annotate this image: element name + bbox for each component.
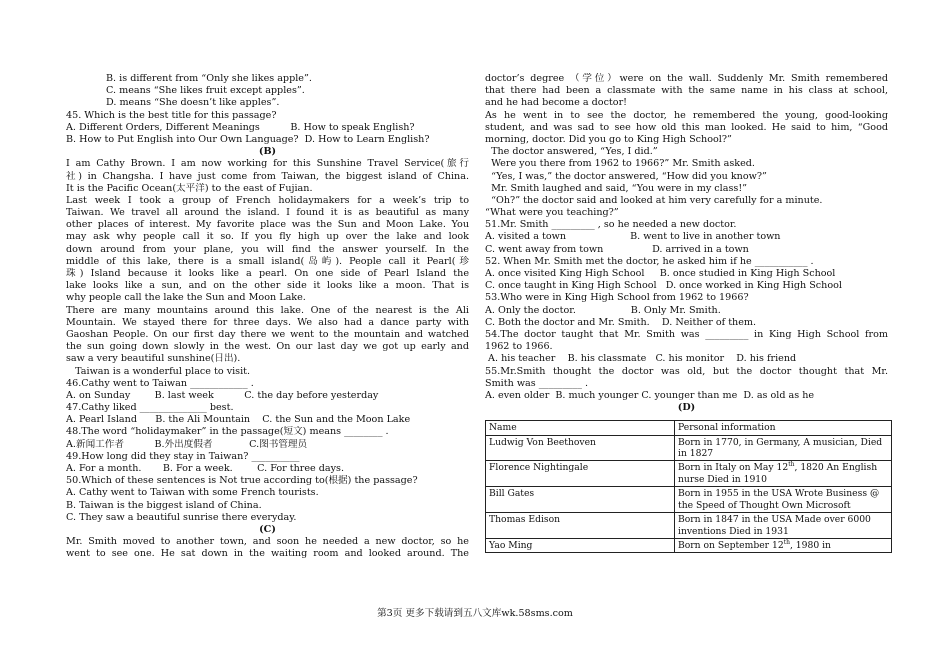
right-text-line: A. his teacher B. his classmate C. his monitor D. his friend xyxy=(485,353,797,365)
table-cell-info: Personal information xyxy=(675,421,892,435)
table-cell-name: Name xyxy=(486,421,675,435)
table-cell-name: Thomas Edison xyxy=(486,513,675,539)
left-text-line: There are many mountains around this lake. One of the nearest is the Ali xyxy=(66,304,469,316)
right-text-line: Were you there from 1962 to 1966?” Mr. Smith asked. xyxy=(485,158,755,170)
table-header-row xyxy=(486,421,892,435)
left-text-line: B. Taiwan is the biggest island of China. xyxy=(66,499,262,511)
left-text-line: Gaoshan People. On our first day there we went to the mountain and watched xyxy=(66,328,469,340)
right-text-line: 52. When Mr. Smith met the doctor, he asked him if he ___________ . xyxy=(485,255,814,267)
left-text-line: down around from your plane, you will find the answer yourself. In the xyxy=(66,243,469,255)
table-row xyxy=(486,513,892,539)
left-text-line: A. For a month. B. For a week. C. For three days. xyxy=(66,463,345,474)
right-text-line: A. once visited King High School B. once studied in King High School xyxy=(485,268,836,279)
left-text-line: lake looks like a sun, and on the other side it looks like a moon. That is xyxy=(66,280,469,292)
table-cell-name: Yao Ming xyxy=(486,538,675,552)
right-text-line: 51.Mr. Smith _________ , so he needed a new doctor. xyxy=(485,219,737,231)
table-cell-info: Born in Italy on May 12th, 1820 An English nurse Died in 1910 xyxy=(675,461,892,487)
right-text-line: Mr. Smith laughed and said, “You were in my class!” xyxy=(485,182,748,194)
left-text-line: A.新闻工作者 B.外出度假者 C.图书管理员 xyxy=(66,438,308,450)
table-cell-name: Ludwig Von Beethoven xyxy=(486,435,675,461)
personal-info-table xyxy=(485,420,892,553)
table-cell-info: Born in 1770, in Germany, A musician, Died in 1827 xyxy=(675,435,892,461)
right-text-line: and he had become a doctor! xyxy=(485,97,628,109)
left-text-line: (C) xyxy=(259,523,276,535)
table-cell-info: Born on September 12th, 1980 in xyxy=(675,538,892,552)
right-text-line: (D) xyxy=(677,402,696,414)
left-text-line: Mountain. We stayed there for three days. We also had a dance party with xyxy=(66,316,469,328)
left-text-line: why people call the lake the Sun and Moon Lake. xyxy=(66,292,306,304)
left-text-line: C. They saw a beautiful sunrise there everyday. xyxy=(66,511,297,523)
right-text-line: student, and was sad to see how old this man looked. He said to him, “Good xyxy=(485,121,888,133)
left-text-line: B. is different from “Only she likes apple”. xyxy=(106,73,312,84)
left-text-line: C. means “She likes fruit except apples”. xyxy=(106,85,305,97)
page-footer: 第3页 更多下载请到五八文库wk.58sms.com xyxy=(377,608,573,619)
right-text-line: 54.The doctor taught that Mr. Smith was _________ in King High School from xyxy=(485,328,888,340)
left-text-line: It is the Pacific Ocean(太平洋) to the east of Fujian. xyxy=(66,182,313,194)
table-row xyxy=(486,487,892,513)
left-text-line: A. on Sunday B. last week C. the day before yesterday xyxy=(66,389,379,401)
right-text-line: A. Only the doctor. B. Only Mr. Smith. xyxy=(485,304,721,316)
table-row xyxy=(486,461,892,487)
table-row xyxy=(486,538,892,552)
table-cell-info: Born in 1847 in the USA Made over 6000 inventions Died in 1931 xyxy=(675,513,892,539)
right-text-line: morning, doctor. Did you go to King High School?” xyxy=(485,133,732,145)
left-text-line: I am Cathy Brown. I am now working for this Sunshine Travel Service(旅行 xyxy=(66,158,469,170)
right-text-line: “What were you teaching?” xyxy=(485,207,619,219)
left-text-line: Taiwan is a wonderful place to visit. xyxy=(66,365,251,377)
left-text-line: 46.Cathy went to Taiwan ____________ . xyxy=(66,377,254,389)
right-text-line: “Oh?” the doctor said and looked at him very carefully for a minute. xyxy=(485,194,823,206)
table-cell-name: Florence Nightingale xyxy=(486,461,675,487)
left-text-line: Mr. Smith moved to another town, and soon he needed a new doctor, so he xyxy=(66,536,469,548)
right-text-line: A. visited a town B. went to live in another town xyxy=(485,231,781,243)
right-text-line: Smith was _________ . xyxy=(485,377,588,389)
right-text-line: A. even older B. much younger C. younger than me D. as old as he xyxy=(485,389,815,401)
left-text-line: B. How to Put English into Our Own Language? D. How to Learn English? xyxy=(66,133,430,145)
right-text-line: C. went away from town D. arrived in a town xyxy=(485,243,749,255)
left-text-line: Last week I took a group of French holidaymakers for a week’s trip to xyxy=(66,194,469,206)
left-text-line: saw a very beautiful sunshine(日出). xyxy=(66,353,241,365)
left-column xyxy=(66,73,469,561)
left-text-line: middle of this lake, there is a small island(岛屿). People call it Pearl(珍 xyxy=(66,255,469,267)
right-text-line: C. once taught in King High School D. once worked in King High School xyxy=(485,280,842,292)
table-cell-name: Bill Gates xyxy=(486,487,675,513)
right-text-line: 1962 to 1966. xyxy=(485,341,553,353)
table-row xyxy=(486,435,892,461)
right-text-line: The doctor answered, “Yes, I did.” xyxy=(485,146,658,158)
left-text-line: A. Cathy went to Taiwan with some French tourists. xyxy=(66,487,319,499)
right-column xyxy=(485,73,888,553)
right-text-line: “Yes, I was,” the doctor answered, “How did you know?” xyxy=(485,170,767,182)
left-text-line: 45. Which is the best title for this passage? xyxy=(66,109,277,121)
left-text-line: Taiwan. We travel all around the island. I found it is as beautiful as many xyxy=(66,207,469,219)
right-text-line: C. Both the doctor and Mr. Smith. D. Neither of them. xyxy=(485,316,757,328)
left-text-line: (B) xyxy=(258,146,277,158)
left-text-line: the sun going down slowly in the west. On our last day we got up early and xyxy=(66,341,469,353)
left-text-line: 48.The word “holidaymaker” in the passage(短文) means ________ . xyxy=(66,426,389,438)
left-text-line: 珠) Island because it looks like a pearl. On one side of Pearl Island the xyxy=(66,268,469,279)
left-text-line: 50.Which of these sentences is Not true according to(根据) the passage? xyxy=(66,475,418,487)
left-text-line: 49.How long did they stay in Taiwan? __________ xyxy=(66,450,300,462)
left-text-line: went to see one. He sat down in the waiting room and looked around. The xyxy=(66,548,469,560)
left-text-line: A. Pearl Island B. the Ali Mountain C. the Sun and the Moon Lake xyxy=(66,414,411,426)
right-text-line: 53.Who were in King High School from 1962 to 1966? xyxy=(485,292,749,304)
right-text-line: 55.Mr.Smith thought the doctor was old, but the doctor thought that Mr. xyxy=(485,365,888,377)
left-text-line: other places of interest. My favorite place was the Sun and Moon Lake. You xyxy=(66,219,469,231)
table-cell-info: Born in 1955 in the USA Wrote Business @ the Speed of Thought Own Microsoft xyxy=(675,487,892,513)
left-text-line: 社) in Changsha. I have just come from Taiwan, the biggest island of China. xyxy=(66,170,469,182)
right-text-line: doctor’s degree （学位）were on the wall. Suddenly Mr. Smith remembered xyxy=(485,73,888,84)
left-text-line: A. Different Orders, Different Meanings B. How to speak English? xyxy=(66,121,415,133)
right-text-line: As he went in to see the doctor, he remembered the young, good-looking xyxy=(485,109,888,121)
left-text-line: 47.Cathy liked ______________ best. xyxy=(66,402,234,414)
right-text-line: that there had been a classmate with the same name in his class at school, xyxy=(485,85,888,97)
left-text-line: may ask why people call it so. If you fly high up over the lake and look xyxy=(66,231,469,243)
left-text-line: D. means “She doesn’t like apples”. xyxy=(106,97,280,109)
